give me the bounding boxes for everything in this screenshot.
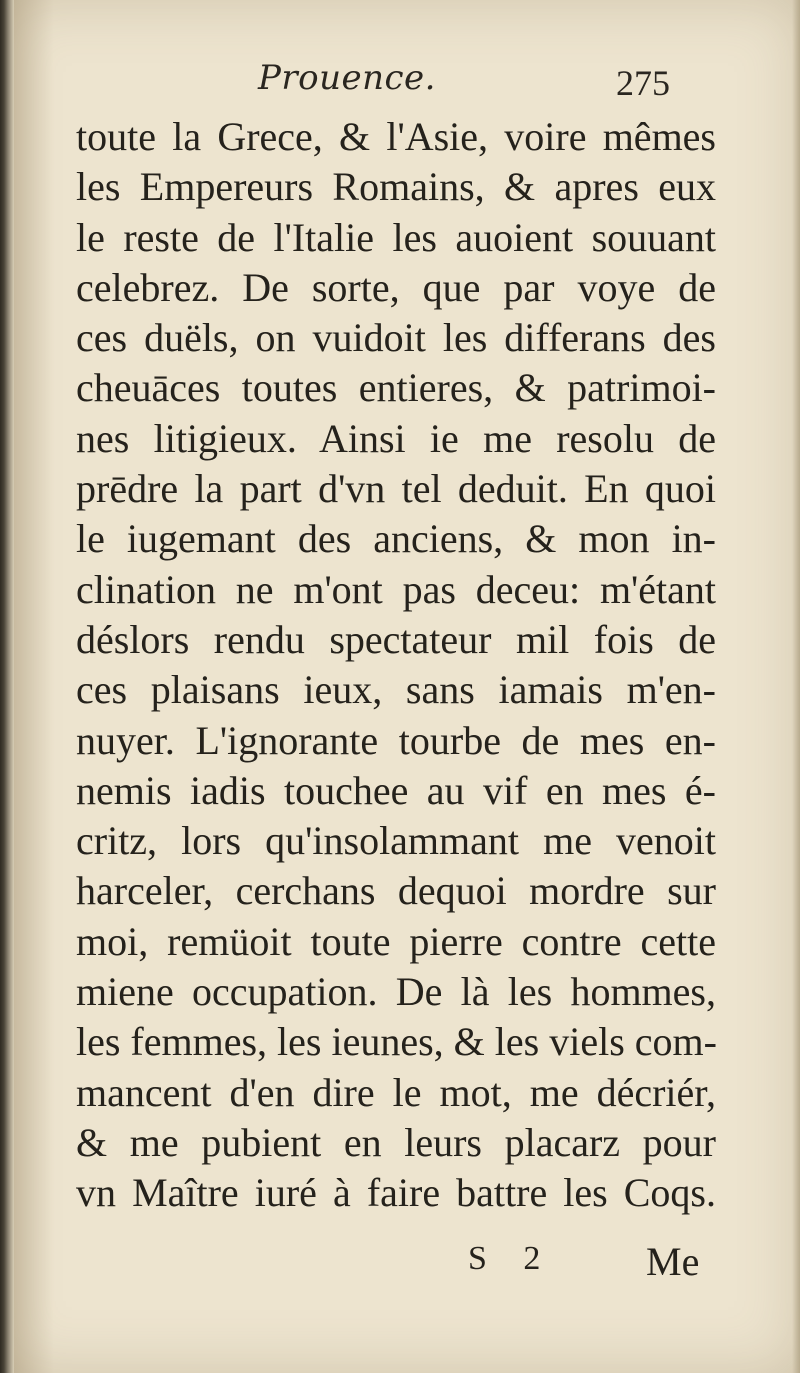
- text-line: les Empereurs Romains, & apres eux: [76, 164, 716, 210]
- catchword: Me: [646, 1239, 700, 1284]
- text-line: nuyer. L'ignorante tourbe de mes en-: [76, 717, 716, 763]
- text-line: & me pubient en leurs placarz pour: [76, 1119, 716, 1165]
- text-line: critz, lors qu'insolammant me venoit: [76, 818, 716, 864]
- body-text: [76, 112, 716, 1219]
- text-line: ces duëls, on vuidoit les differans des: [76, 315, 716, 361]
- text-line: vn Maître iuré à faire battre les Coqs.: [76, 1170, 716, 1216]
- text-line: toute la Grece, & l'Asie, voire mêmes: [76, 114, 716, 159]
- page-gutter-shadow: [14, 0, 54, 1373]
- page-right-edge: [792, 0, 800, 1373]
- text-line: miene occupation. De là les hommes,: [76, 969, 716, 1015]
- text-line: les femmes, les ieunes, & les viels com-: [76, 1019, 717, 1065]
- text-line: mancent d'en dire le mot, me décriér,: [76, 1069, 716, 1115]
- text-line: le reste de l'Italie les auoient souuant: [76, 214, 716, 260]
- text-line: le iugemant des anciens, & mon in-: [76, 516, 716, 562]
- text-line: moi, remüoit toute pierre contre cette: [76, 918, 716, 964]
- text-line: cheuāces toutes entieres, & patrimoi-: [76, 365, 716, 411]
- text-line: prēdre la part d'vn tel deduit. En quoi: [76, 466, 716, 512]
- running-head: Prouence.: [258, 58, 436, 98]
- text-line: ces plaisans ieux, sans iamais m'en-: [76, 667, 716, 713]
- text-line: harceler, cerchans dequoi mordre sur: [76, 868, 716, 914]
- signature-mark: S 2: [468, 1240, 555, 1277]
- page-number: 275: [616, 63, 670, 103]
- text-line: celebrez. De sorte, que par voye de: [76, 264, 716, 310]
- text-line: déslors rendu spectateur mil fois de: [76, 616, 716, 662]
- text-line: clination ne m'ont pas deceu: m'étant: [76, 566, 716, 612]
- text-line: nemis iadis touchee au vif en mes é-: [76, 767, 716, 813]
- page-binding-edge: [0, 0, 14, 1373]
- text-line: nes litigieux. Ainsi ie me resolu de: [76, 415, 716, 461]
